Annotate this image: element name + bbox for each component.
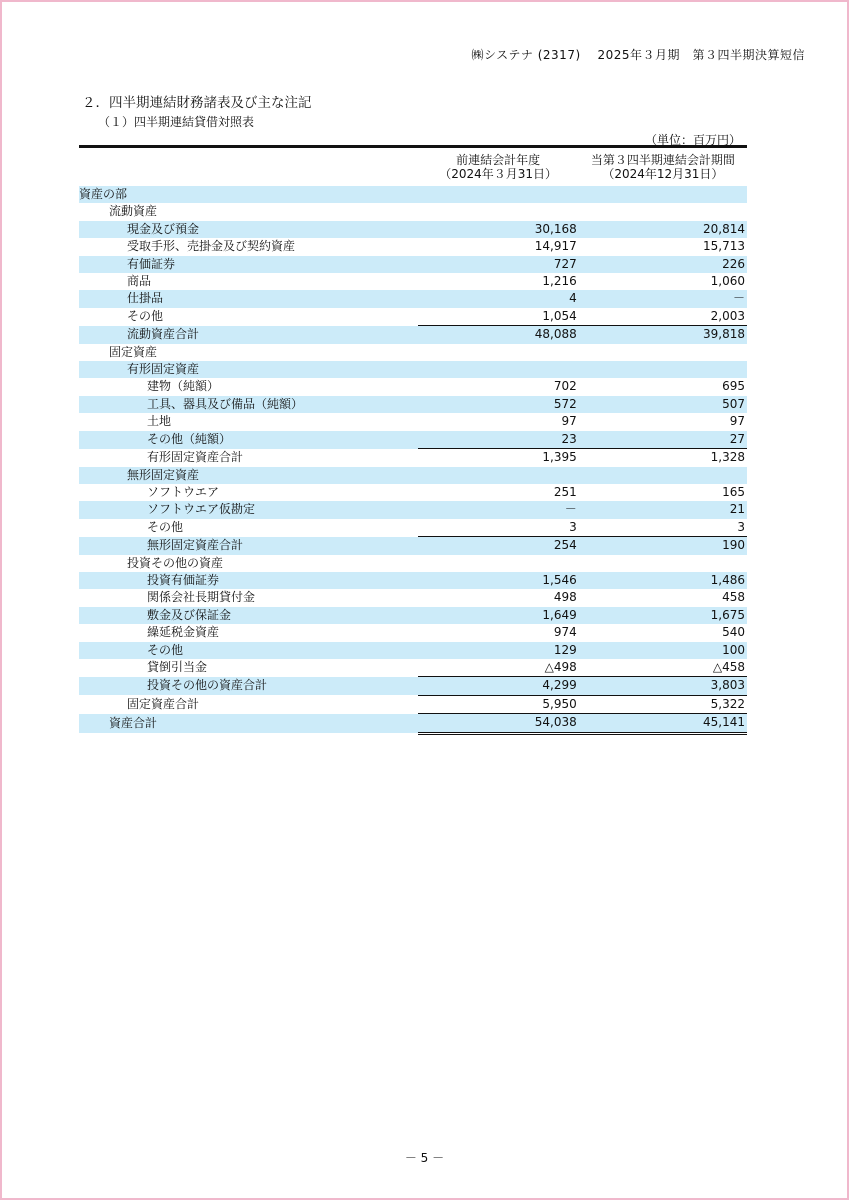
curr-value: 20,814	[579, 221, 747, 238]
report-header: ㈱システナ (2317) 2025年３月期 第３四半期決算短信	[471, 48, 805, 62]
table-row	[79, 659, 747, 677]
table-row	[79, 344, 747, 361]
prev-value: △498	[544, 659, 577, 674]
subtotal-row	[79, 695, 747, 713]
table-row	[79, 519, 747, 537]
row-label: 無形固定資産	[79, 467, 418, 484]
prev-value: 14,917	[534, 239, 577, 254]
row-label: 有形固定資産	[79, 361, 418, 378]
subsection-title: （１）四半期連結貸借対照表	[98, 115, 255, 129]
prev-value: 1,649	[418, 607, 579, 624]
row-label: 固定資産合計	[127, 696, 200, 711]
table-row	[79, 501, 747, 518]
curr-value	[579, 361, 747, 378]
row-label: 投資その他の資産	[127, 555, 224, 570]
curr-value: 165	[722, 484, 745, 499]
curr-value: 100	[579, 642, 747, 659]
prev-value: －	[418, 501, 579, 518]
table-row	[79, 396, 747, 413]
header-curr-line1: 当第３四半期連結会計期間	[590, 153, 735, 167]
curr-value: 226	[579, 256, 747, 273]
curr-value: 45,141	[579, 714, 747, 733]
table-row	[79, 589, 747, 606]
table-row	[79, 572, 747, 589]
row-label: 資産合計	[79, 714, 418, 733]
prev-value: 1,216	[542, 274, 577, 289]
table-row	[79, 413, 747, 430]
row-label: その他	[79, 642, 418, 659]
prev-value	[418, 361, 579, 378]
row-label: ソフトウエア	[147, 484, 220, 499]
row-label: 工具、器具及び備品（純額）	[79, 396, 418, 413]
prev-value: 3	[569, 519, 577, 534]
table-row	[79, 555, 747, 572]
row-label: 投資有価証券	[79, 572, 418, 589]
row-label: 固定資産	[109, 344, 158, 359]
curr-value: 15,713	[703, 239, 745, 254]
curr-value: 1,486	[579, 572, 747, 589]
prev-value: 572	[418, 396, 579, 413]
curr-value: 27	[579, 431, 747, 449]
table-row	[79, 203, 747, 220]
curr-value: 3,803	[579, 677, 747, 695]
table-row	[79, 431, 747, 449]
prev-value: 1,546	[418, 572, 579, 589]
row-label: 資産の部	[79, 186, 418, 203]
table-row	[79, 607, 747, 624]
curr-value: 5,322	[579, 695, 747, 713]
curr-value: 21	[579, 501, 747, 518]
curr-value	[579, 344, 747, 361]
row-label: 現金及び預金	[79, 221, 418, 238]
table-header-row	[79, 147, 747, 187]
prev-value: 23	[418, 431, 579, 449]
prev-value: 4	[418, 290, 579, 307]
curr-value: －	[579, 290, 747, 307]
curr-value: 2,003	[710, 308, 745, 323]
table-row	[79, 221, 747, 238]
prev-value	[418, 344, 579, 361]
row-label: 受取手形、売掛金及び契約資産	[127, 239, 296, 254]
row-label: 敷金及び保証金	[79, 607, 418, 624]
curr-value: 190	[579, 537, 747, 555]
table-row	[79, 378, 747, 395]
table-row	[79, 361, 747, 378]
header-prev-line2: （2024年３月31日）	[439, 167, 558, 181]
row-label: 流動資産	[109, 204, 158, 219]
table-row	[79, 624, 747, 641]
table-row	[79, 308, 747, 326]
unit-label: （単位：百万円）	[644, 133, 741, 147]
header-prev-period	[418, 147, 579, 187]
header-blank-cell	[79, 147, 418, 187]
table-row	[79, 642, 747, 659]
subtotal-row	[79, 449, 747, 467]
curr-value	[579, 467, 747, 484]
prev-value	[418, 555, 579, 572]
prev-value: 254	[418, 537, 579, 555]
curr-value: 1,328	[579, 449, 747, 467]
row-label: ソフトウエア仮勘定	[79, 501, 418, 518]
prev-value: 251	[553, 484, 577, 499]
section-title: ２．四半期連結財務諸表及び主な注記	[82, 95, 312, 111]
curr-value: 3	[737, 519, 745, 534]
row-label: 建物（純額）	[147, 379, 220, 394]
curr-value	[579, 555, 747, 572]
curr-value: 1,060	[710, 274, 745, 289]
curr-value: △458	[712, 659, 745, 674]
curr-value: 1,675	[579, 607, 747, 624]
curr-value	[579, 203, 747, 220]
prev-value: 30,168	[418, 221, 579, 238]
row-label: 繰延税金資産	[147, 625, 220, 640]
table-row	[79, 467, 747, 484]
prev-value: 727	[418, 256, 579, 273]
prev-value: 97	[561, 414, 577, 429]
prev-value: 1,395	[418, 449, 579, 467]
row-label: その他（純額）	[79, 431, 418, 449]
row-label: その他	[127, 309, 164, 324]
table-row	[79, 186, 747, 203]
curr-value: 540	[722, 625, 745, 640]
table-row	[79, 238, 747, 255]
balance-sheet-table	[79, 145, 747, 735]
table-row	[79, 273, 747, 290]
subtotal-row	[79, 677, 747, 695]
row-label: 貸倒引当金	[147, 660, 208, 675]
prev-value: 974	[553, 625, 577, 640]
prev-value: 129	[418, 642, 579, 659]
header-curr-period	[579, 147, 747, 187]
prev-value: 498	[553, 590, 577, 605]
row-label: 投資その他の資産合計	[79, 677, 418, 695]
grand-total-row	[79, 714, 747, 733]
curr-value: 507	[579, 396, 747, 413]
curr-value: 39,818	[579, 326, 747, 344]
prev-value: 702	[553, 379, 577, 394]
subtotal-row	[79, 537, 747, 555]
prev-value: 48,088	[418, 326, 579, 344]
prev-value: 4,299	[418, 677, 579, 695]
row-label: 有価証券	[79, 256, 418, 273]
prev-value: 5,950	[418, 695, 579, 713]
header-prev-line1: 前連結会計年度	[456, 153, 541, 167]
row-label: 土地	[147, 414, 172, 429]
row-label: 無形固定資産合計	[79, 537, 418, 555]
row-label: 流動資産合計	[79, 326, 418, 344]
table-row	[79, 256, 747, 273]
prev-value	[418, 186, 579, 203]
row-label: 有形固定資産合計	[147, 449, 244, 464]
row-label: 仕掛品	[79, 290, 418, 307]
table-row	[79, 484, 747, 501]
row-label: 商品	[127, 274, 152, 289]
prev-value: 1,054	[542, 308, 577, 323]
row-label: その他	[147, 519, 184, 534]
prev-value	[418, 203, 579, 220]
prev-value: 54,038	[418, 714, 579, 733]
curr-value: 458	[722, 590, 745, 605]
prev-value	[418, 467, 579, 484]
curr-value: 97	[729, 414, 745, 429]
header-curr-line2: （2024年12月31日）	[602, 167, 724, 181]
curr-value: 695	[722, 379, 745, 394]
row-label: 関係会社長期貸付金	[147, 590, 256, 605]
page-number: － 5 －	[404, 1151, 445, 1165]
curr-value	[579, 186, 747, 203]
subtotal-row	[79, 326, 747, 344]
table-row	[79, 290, 747, 307]
